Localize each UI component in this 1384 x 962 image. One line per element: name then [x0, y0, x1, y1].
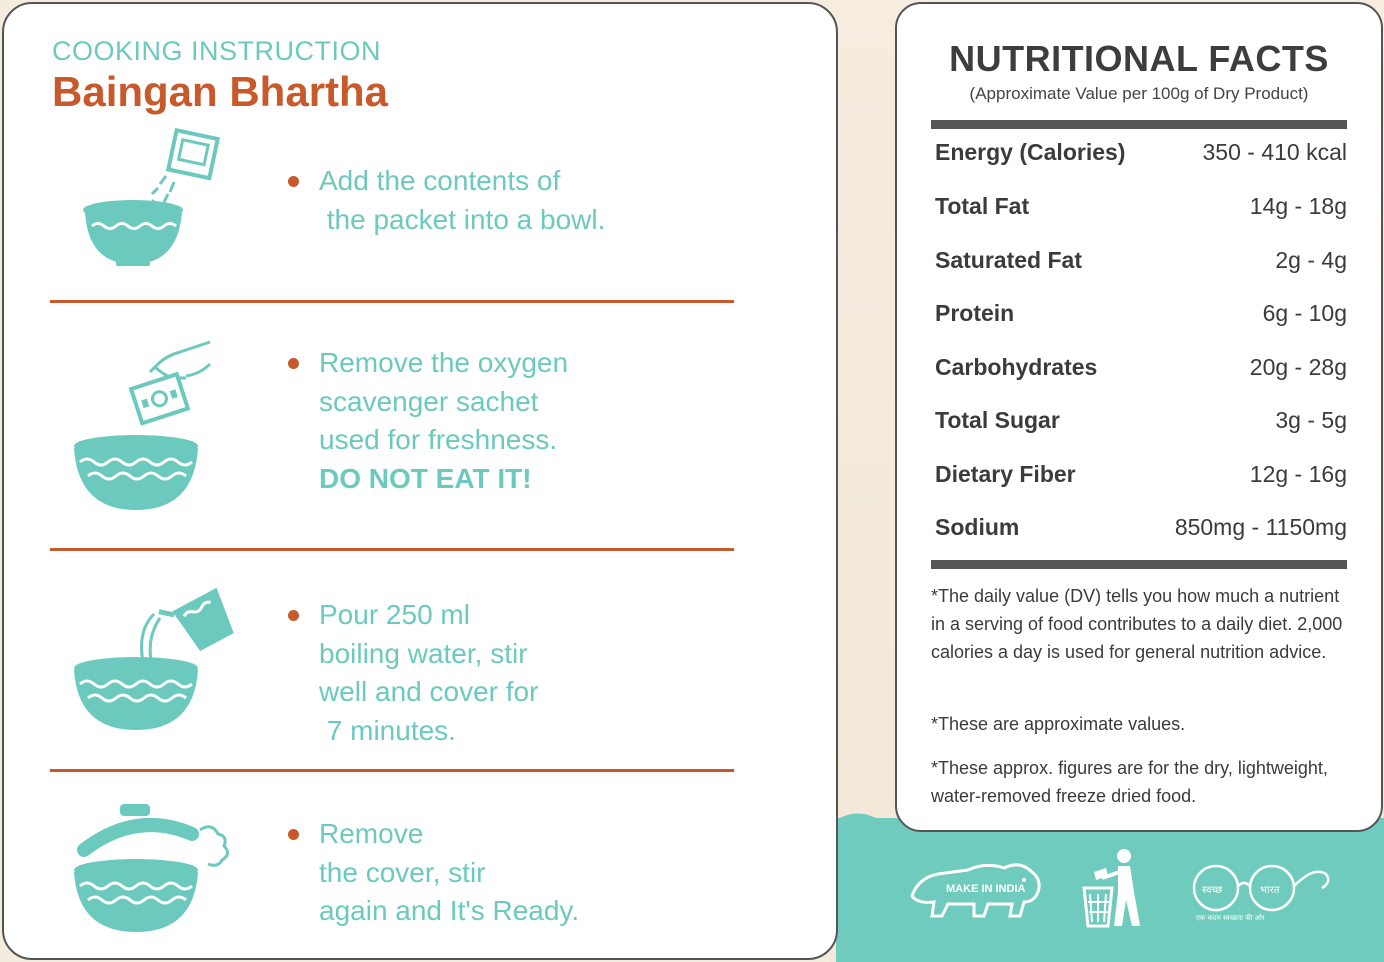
nutrient-name: Sodium: [935, 513, 1020, 540]
make-in-india-lion-logo: [908, 858, 1046, 922]
nutrition-top-bar: [931, 120, 1347, 129]
step-2: [288, 344, 568, 498]
step-divider: [50, 769, 734, 772]
dish-title: Baingan Bhartha: [52, 68, 389, 115]
swachh-tagline: एक कदम स्वच्छता की ओर: [1196, 914, 1265, 922]
step-1: [288, 162, 605, 239]
packet-pour-bowl-icon: [80, 128, 230, 270]
nutrient-name: Protein: [935, 299, 1015, 326]
step-bullet: [288, 610, 299, 621]
nutrition-note: *The daily value (DV) tells you how much a nutrient in a serving of food contributes to a daily diet. 2,000 calories a day is used for general nutrition advice.: [931, 586, 1343, 662]
nutrient-value: 2g - 4g: [1275, 246, 1347, 273]
nutrient-value: 12g - 16g: [1249, 460, 1347, 487]
step-line: Add the contents of: [319, 165, 561, 196]
bharat-text: भारत: [1260, 885, 1280, 896]
nutrient-name: Total Sugar: [935, 406, 1060, 433]
bowl-lid-steam-icon: [70, 800, 230, 936]
nutrient-value: 14g - 18g: [1249, 192, 1347, 219]
swachh-bharat-spectacles-logo: [1190, 860, 1332, 924]
step-line: Remove the oxygen: [319, 347, 569, 378]
nutrient-value: 350 - 410 kcal: [1202, 138, 1347, 165]
nutrition-note: *These are approximate values.: [931, 714, 1186, 734]
sachet-remove-bowl-icon: [70, 338, 216, 514]
step-divider: [50, 548, 734, 551]
nutrition-note: *These approx. figures are for the dry, lightweight, water-removed freeze dried food.: [931, 758, 1328, 806]
nutrition-row: [935, 132, 1347, 172]
step-divider: [50, 300, 734, 303]
step-3: [288, 596, 538, 750]
kettle-pour-bowl-icon: [70, 584, 236, 734]
nutrient-name: Energy (Calories): [935, 138, 1126, 165]
step-line: 7 minutes.: [319, 714, 456, 746]
cooking-label: COOKING INSTRUCTION: [52, 36, 382, 66]
swachh-text: स्वच्छ: [1202, 885, 1223, 896]
step-line: used for freshness.: [319, 424, 558, 455]
nutrition-title: NUTRITIONAL FACTS: [949, 38, 1329, 79]
step-line: scavenger sachet: [319, 385, 539, 417]
nutrient-name: Saturated Fat: [935, 246, 1082, 273]
nutritional-facts-card: [895, 2, 1383, 832]
nutrition-row: [935, 293, 1347, 333]
nutrition-row: [935, 347, 1347, 387]
step-line: well and cover for: [319, 676, 539, 707]
nutrient-name: Total Fat: [935, 192, 1030, 219]
step-line: the cover, stir: [319, 856, 486, 888]
nutrition-row: [935, 507, 1347, 547]
nutrient-value: 850mg - 1150mg: [1174, 513, 1347, 540]
nutrient-name: Carbohydrates: [935, 353, 1098, 380]
nutrient-value: 20g - 28g: [1249, 353, 1347, 380]
nutrition-subtitle: (Approximate Value per 100g of Dry Product): [969, 84, 1309, 103]
step-warning: DO NOT EAT IT!: [319, 462, 532, 494]
nutrient-value: 3g - 5g: [1275, 406, 1347, 433]
step-4: [288, 815, 579, 931]
step-line: Remove: [319, 818, 424, 849]
nutrition-row: [935, 400, 1347, 440]
nutrient-name: Dietary Fiber: [935, 460, 1076, 487]
cooking-instruction-card: [2, 2, 838, 960]
nutrition-row: [935, 240, 1347, 280]
step-bullet: [288, 176, 299, 187]
step-line: the packet into a bowl.: [319, 203, 606, 235]
make-in-india-text: MAKE IN INDIA: [946, 883, 1026, 895]
step-line: again and It's Ready.: [319, 895, 580, 926]
trash-bin-person-icon: [1080, 848, 1144, 930]
step-line: Pour 250 ml: [319, 599, 470, 630]
step-bullet: [288, 829, 299, 840]
nutrition-row: [935, 186, 1347, 226]
nutrition-bottom-bar: [931, 560, 1347, 569]
step-bullet: [288, 358, 299, 369]
nutrient-value: 6g - 10g: [1262, 299, 1347, 326]
step-line: boiling water, stir: [319, 637, 528, 669]
nutrition-row: [935, 454, 1347, 494]
